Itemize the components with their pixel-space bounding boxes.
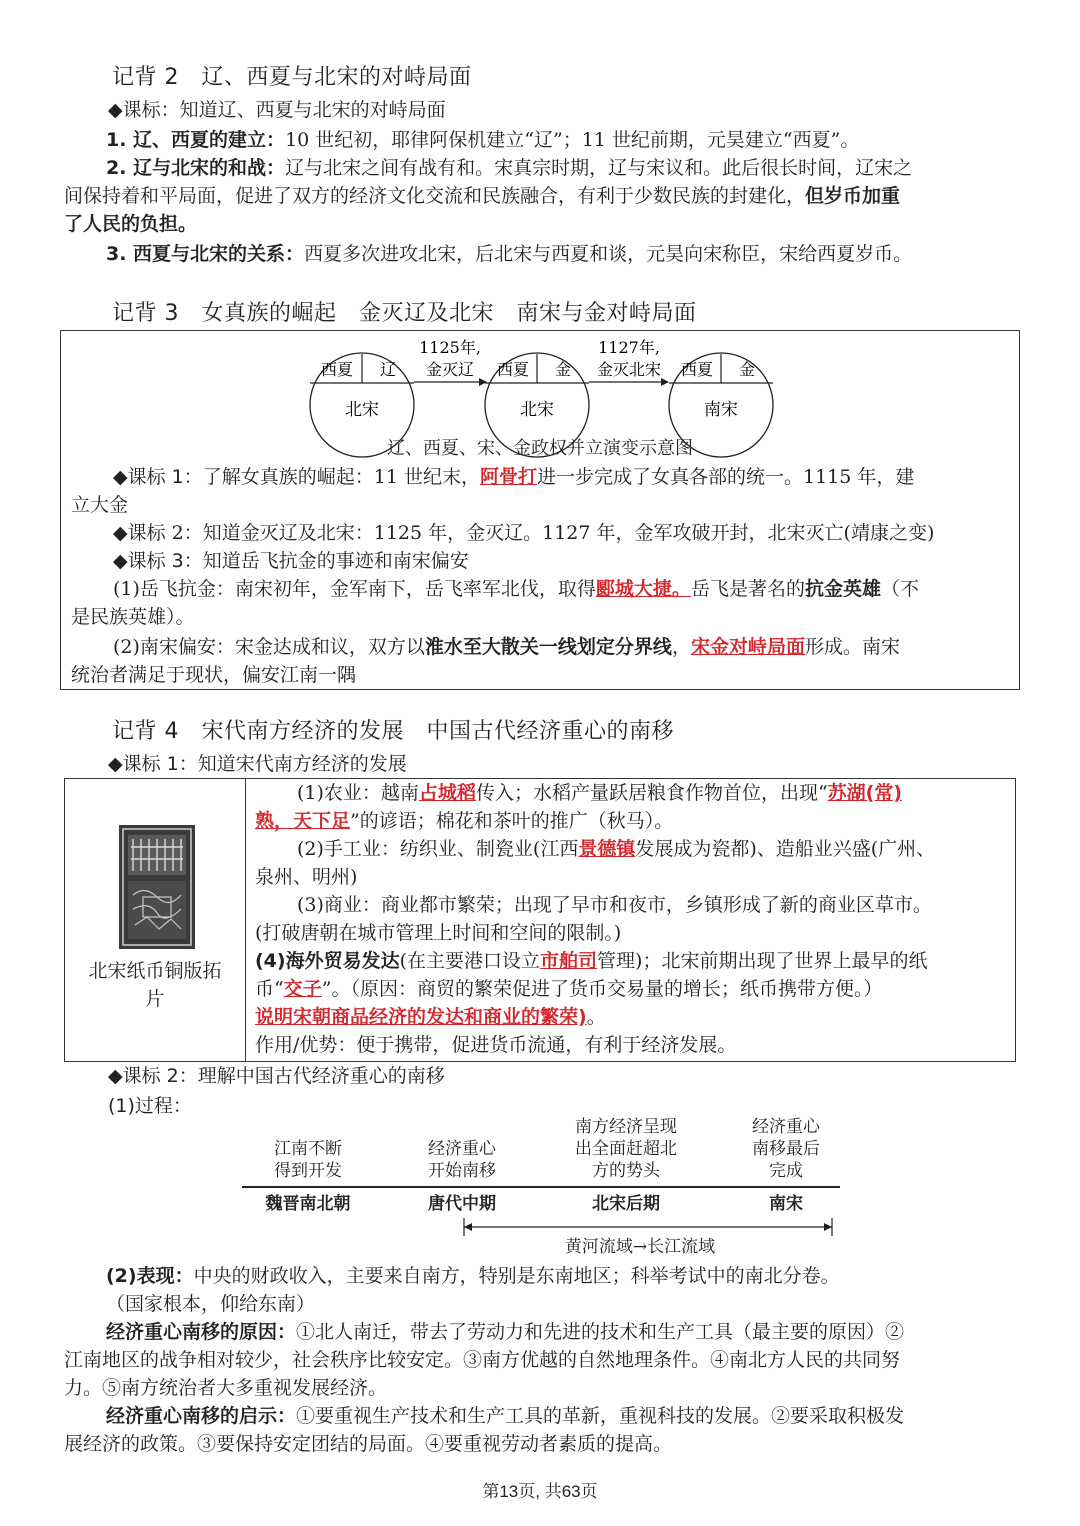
s2-p2-bold-b: 了人民的负担。 [64, 213, 198, 235]
handicraft [255, 835, 1011, 891]
c1-tr: 辽 [379, 360, 397, 379]
tl-item-1-top [248, 1138, 368, 1182]
tl-period-2: 唐代中期 [428, 1194, 496, 1214]
economy-content [255, 779, 1011, 1059]
tl-3-l1: 南方经济呈现 [575, 1117, 677, 1137]
trade-red3: 说明宋朝商品经济的发达和商业的繁荣) [255, 1006, 587, 1028]
usage: 作用/优势：便于携带，促进货币流通，有利于经济发展。 [255, 1034, 737, 1056]
trade-c: 管理)；北宋前期出现了世界上最早的纸 [597, 950, 928, 972]
overseas-trade [255, 947, 1011, 1031]
agr-red2: 苏湖(常) [827, 782, 903, 804]
s2-para-3 [64, 240, 1020, 268]
section-2-title: 记背 2 辽、西夏与北宋的对峙局面 [112, 65, 472, 90]
a1-l1: 1125年, [419, 338, 481, 357]
agr-a: (1)农业：越南 [297, 782, 419, 804]
insight-b: 展经济的政策。③要保持安定团结的局面。④要重视劳动者素质的提高。 [64, 1433, 673, 1455]
footer-c: 页 [580, 1482, 598, 1501]
c3-tl: 西夏 [680, 360, 714, 379]
s3-yue-fei [71, 575, 1011, 631]
tl-item-2-top [402, 1138, 522, 1182]
perf-note: （国家根本，仰给东南） [106, 1293, 316, 1315]
k1-text-c: 立大金 [71, 494, 129, 516]
hand-b: 发展成为瓷都)、造船业兴盛(广州、 [635, 838, 936, 860]
yue-a: (1)岳飞抗金：南宋初年，金军南下，岳飞率军北伐，取得 [113, 578, 596, 600]
tl-4-l3: 完成 [769, 1161, 803, 1181]
tl-3-l2: 出全面赶超北 [575, 1139, 677, 1159]
com-b: (打破唐朝在城市管理上时间和空间的限制。) [255, 922, 622, 944]
c2-tr: 金 [554, 360, 572, 379]
commerce [255, 891, 1011, 947]
s2-p3-label: 3. 西夏与北宋的关系： [106, 243, 305, 265]
c1-bottom: 北宋 [345, 400, 379, 420]
caption-b: 片 [145, 988, 165, 1010]
tl-2-l2: 开始南移 [428, 1161, 496, 1181]
perf-label: (2)表现： [106, 1265, 194, 1287]
s2-p2-bold-a: 但岁币加重 [805, 185, 901, 207]
yue-bold: 抗金英雄 [804, 578, 881, 600]
s2-p1-text: 10 世纪初，耶律阿保机建立“辽”；11 世纪前期，元昊建立“西夏”。 [285, 129, 860, 151]
trade-a: (4)海外贸易发达 [255, 950, 400, 972]
k1-label: ◆课标 1：了解女真族的崛起： [113, 466, 374, 488]
tl-4-l2: 南移最后 [752, 1139, 820, 1159]
reason-a: ①北人南迁，带去了劳动力和先进的技术和生产工具（最主要的原因）② [296, 1321, 905, 1343]
rubbing-caption [65, 957, 245, 1013]
s3-kebiao-2: ◆课标 2：知道金灭辽及北宋：1125 年，金灭辽。1127 年，金军攻破开封，北宋灭亡(靖康之变) [113, 522, 935, 544]
caption-a: 北宋纸币铜版拓 [88, 960, 222, 982]
footer-total: 63 [561, 1482, 581, 1501]
tl-1-l2: 得到开发 [274, 1161, 342, 1181]
timeline-axis [242, 1186, 840, 1188]
tl-period-4: 南宋 [769, 1194, 803, 1214]
section-3-box [60, 330, 1020, 690]
s2-p2-text-a: 辽与北宋之间有战有和。宋真宗时期，辽与宋议和。此后很长时间，辽宋之 [285, 157, 913, 179]
insight-label: 经济重心南移的启示： [106, 1405, 297, 1427]
tl-period-3: 北宋后期 [592, 1194, 660, 1214]
c1-tl: 西夏 [320, 360, 354, 379]
process-label: (1)过程： [108, 1095, 192, 1117]
reason-label: 经济重心南移的原因： [106, 1321, 297, 1343]
tl-3-l3: 方的势头 [592, 1161, 660, 1181]
tl-4-l1: 经济重心 [752, 1117, 820, 1137]
nan-c: 统治者满足于现状，偏安江南一隅 [71, 664, 357, 686]
a1-l2: 金灭辽 [425, 360, 475, 379]
s3-kebiao-3: ◆课标 3：知道岳飞抗金的事迹和南宋偏安 [113, 550, 469, 572]
section-4-kebiao-2: ◆课标 2：理解中国古代经济重心的南移 [108, 1065, 445, 1087]
trade-e: ”。（原因：商贸的繁荣促进了货币交易量的增长；纸币携带方便。） [321, 978, 883, 1000]
hand-c: 泉州、明州) [255, 866, 358, 888]
agriculture [255, 779, 1011, 835]
economy-table [64, 778, 1016, 1062]
section-2-kebiao: ◆课标：知道辽、西夏与北宋的对峙局面 [108, 99, 446, 121]
insight-a: ①要重视生产技术和生产工具的革新，重视科技的发展。②要采取积极发 [296, 1405, 905, 1427]
nan-comma: ， [671, 636, 691, 658]
tl-item-4-top [726, 1116, 846, 1182]
s2-p2-label: 2. 辽与北宋的和战： [106, 157, 286, 179]
s3-kebiao-1 [71, 463, 1011, 519]
diagram-arrow-1 [414, 338, 487, 386]
s3-nan-song [71, 633, 1011, 689]
s2-p2-text-b: 间保持着和平局面，促进了双方的经济文化交流和民族融合，有利于少数民族的封建化， [64, 185, 806, 207]
reason-b: 江南地区的战争相对较少，社会秩序比较安定。③南方优越的自然地理条件。④南北方人民的共同努 [64, 1349, 901, 1371]
diagram-caption: 辽、西夏、宋、金政权并立演变示意图 [387, 438, 693, 459]
paper-money-rubbing-image [119, 825, 195, 949]
yue-b: 岳飞是著名的 [690, 578, 805, 600]
hand-a: (2)手工业：纺织业、制瓷业(江西 [297, 838, 579, 860]
trade-red2: 交子 [283, 978, 322, 1000]
insights [64, 1402, 1020, 1458]
a2-l1: 1127年, [598, 338, 660, 357]
perf-text: 中央的财政收入，主要来自南方，特别是东南地区；科举考试中的南北分卷。 [193, 1265, 840, 1287]
diagram-arrow-2 [589, 338, 669, 386]
nan-red: 宋金对峙局面 [690, 636, 805, 658]
k1-red: 阿骨打 [479, 466, 537, 488]
trade-b: (在主要港口设立 [399, 950, 541, 972]
page-footer [0, 1478, 1080, 1506]
tl-period-1: 魏晋南北朝 [265, 1194, 351, 1214]
range-label: 黄河流域→长江流域 [564, 1237, 716, 1257]
performance [64, 1262, 1020, 1318]
tl-item-3-top [556, 1116, 696, 1182]
section-4-kebiao-1: ◆课标 1：知道宋代南方经济的发展 [108, 753, 407, 775]
trade-d: 币“ [255, 978, 284, 1000]
nan-b: 形成。南宋 [804, 636, 900, 658]
hand-red: 景德镇 [578, 838, 636, 860]
yue-d: 是民族英雄）。 [71, 606, 195, 628]
s2-para-1 [64, 126, 1020, 154]
s2-p1-label: 1. 辽、西夏的建立： [106, 129, 286, 151]
c3-tr: 金 [738, 360, 756, 379]
reasons [64, 1318, 1020, 1402]
shift-timeline [240, 1116, 840, 1262]
agr-c: ”的谚语；棉花和茶叶的推广（秋马）。 [350, 810, 674, 832]
tl-1-l1: 江南不断 [274, 1139, 342, 1159]
agr-b: 传入；水稻产量跃居粮食作物首位，出现“ [475, 782, 828, 804]
yue-red: 郾城大捷。 [595, 578, 691, 600]
trade-f: 。 [586, 1006, 606, 1028]
nan-bold: 淮水至大散关一线划定分界线 [424, 636, 672, 658]
footer-b: 页, 共 [518, 1482, 562, 1501]
s2-p3-text: 西夏多次进攻北宋，后北宋与西夏和谈，元昊向宋称臣，宋给西夏岁币。 [304, 243, 913, 265]
agr-red1: 占城稻 [418, 782, 476, 804]
footer-a: 第 [482, 1482, 500, 1501]
s2-para-2 [64, 154, 1020, 238]
k1-text-b: 进一步完成了女真各部的统一。1115 年，建 [536, 466, 915, 488]
nan-a: (2)南宋偏安：宋金达成和议，双方以 [113, 636, 425, 658]
section-4-title: 记背 4 宋代南方经济的发展 中国古代经济重心的南移 [112, 719, 674, 744]
tl-2-l1: 经济重心 [428, 1139, 496, 1159]
table-divider [245, 779, 246, 1061]
k1-text-a: 11 世纪末， [373, 466, 480, 488]
trade-red: 市舶司 [540, 950, 598, 972]
a2-l2: 金灭北宋 [596, 360, 662, 379]
c2-bottom: 北宋 [520, 400, 554, 420]
section-3-title: 记背 3 女真族的崛起 金灭辽及北宋 南宋与金对峙局面 [112, 301, 697, 326]
footer-page: 13 [499, 1482, 519, 1501]
agr-red3: 熟，天下足 [255, 810, 351, 832]
com-a: (3)商业：商业都市繁荣；出现了早市和夜市，乡镇形成了新的商业区草市。 [297, 894, 932, 916]
c3-bottom: 南宋 [704, 400, 738, 420]
c2-tl: 西夏 [496, 360, 530, 379]
reason-c: 力。⑤南方统治者大多重视发展经济。 [64, 1377, 388, 1399]
yue-c: （不 [880, 578, 919, 600]
